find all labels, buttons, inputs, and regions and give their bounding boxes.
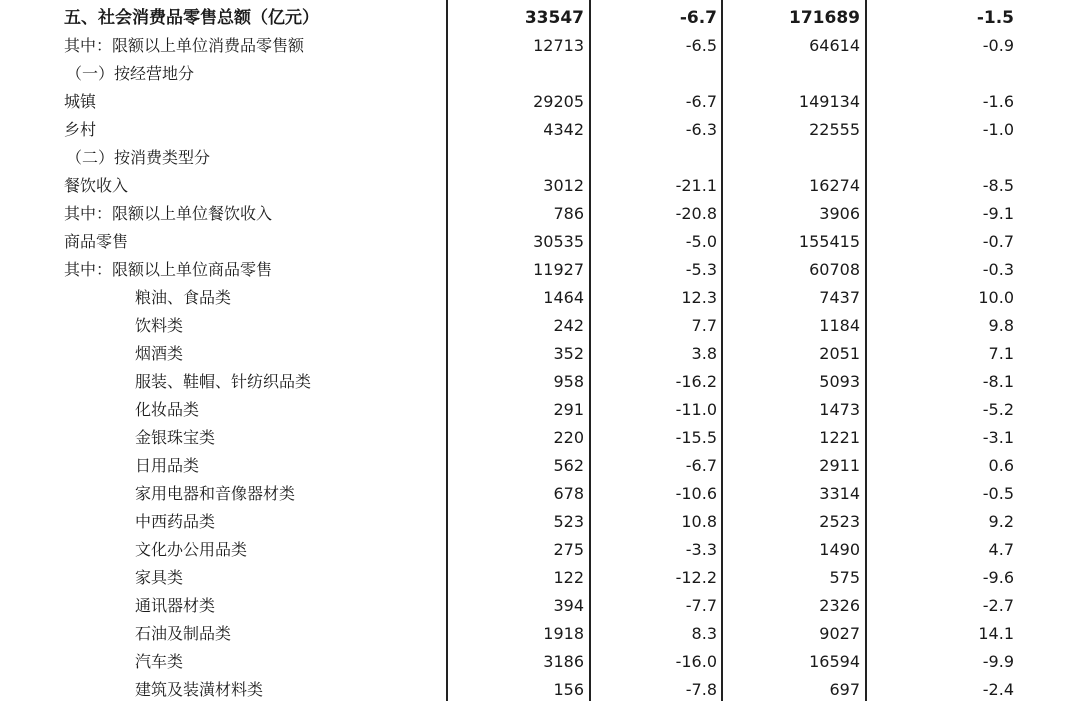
current-month-value: 4342	[543, 120, 584, 139]
table-row	[0, 592, 1080, 620]
current-month-value: 394	[553, 596, 584, 615]
year-to-date-growth: -9.6	[982, 568, 1014, 587]
year-to-date-growth: 9.2	[988, 512, 1014, 531]
row-label: 其中：限额以上单位餐饮收入	[64, 204, 273, 223]
year-to-date-value: 149134	[798, 92, 860, 111]
current-month-value: 242	[553, 316, 584, 335]
table-row	[0, 312, 1080, 340]
table-row	[0, 676, 1080, 704]
year-to-date-value: 3906	[819, 204, 860, 223]
year-to-date-value: 575	[829, 568, 860, 587]
year-to-date-growth: -1.5	[976, 8, 1014, 28]
year-to-date-growth: -8.5	[982, 176, 1014, 195]
current-month-value: 12713	[533, 36, 584, 55]
current-month-growth: -5.0	[685, 232, 717, 251]
current-month-value: 523	[553, 512, 584, 531]
current-month-value: 156	[553, 680, 584, 699]
current-month-growth: -15.5	[675, 428, 717, 447]
year-to-date-value: 171689	[789, 8, 860, 28]
current-month-value: 352	[553, 344, 584, 363]
row-label: 中西药品类	[135, 512, 216, 531]
row-label: 烟酒类	[135, 344, 184, 363]
current-month-value: 29205	[533, 92, 584, 111]
row-label: 通讯器材类	[135, 596, 216, 615]
table-row	[0, 648, 1080, 676]
current-month-value: 291	[553, 400, 584, 419]
year-to-date-growth: -1.0	[982, 120, 1014, 139]
current-month-value: 220	[553, 428, 584, 447]
current-month-growth: -5.3	[685, 260, 717, 279]
year-to-date-value: 2523	[819, 512, 860, 531]
current-month-growth: -6.5	[685, 36, 717, 55]
year-to-date-growth: -1.6	[982, 92, 1014, 111]
year-to-date-growth: -2.7	[982, 596, 1014, 615]
current-month-value: 30535	[533, 232, 584, 251]
current-month-value: 275	[553, 540, 584, 559]
row-label: 饮料类	[135, 316, 184, 335]
current-month-growth: -16.2	[675, 372, 717, 391]
year-to-date-growth: 14.1	[978, 624, 1014, 643]
table-row	[0, 620, 1080, 648]
table-row	[0, 88, 1080, 116]
table-row	[0, 368, 1080, 396]
year-to-date-value: 3314	[819, 484, 860, 503]
year-to-date-value: 16594	[809, 652, 860, 671]
row-label: 文化办公用品类	[135, 540, 248, 559]
current-month-growth: 12.3	[681, 288, 717, 307]
table-row	[0, 200, 1080, 228]
current-month-growth: -6.7	[685, 456, 717, 475]
row-label: 家具类	[135, 568, 184, 587]
row-label: 石油及制品类	[135, 624, 232, 643]
table-row	[0, 340, 1080, 368]
current-month-value: 958	[553, 372, 584, 391]
table-row	[0, 536, 1080, 564]
table-row	[0, 564, 1080, 592]
current-month-growth: -7.8	[685, 680, 717, 699]
year-to-date-growth: 9.8	[988, 316, 1014, 335]
row-label: 化妆品类	[135, 400, 200, 419]
current-month-growth: -6.3	[685, 120, 717, 139]
row-label: 汽车类	[135, 652, 184, 671]
current-month-growth: 8.3	[691, 624, 717, 643]
year-to-date-growth: -0.7	[982, 232, 1014, 251]
current-month-growth: -20.8	[675, 204, 717, 223]
year-to-date-growth: -9.1	[982, 204, 1014, 223]
table-row	[0, 396, 1080, 424]
row-label: 城镇	[64, 92, 97, 111]
row-label: （一）按经营地分	[66, 64, 195, 83]
current-month-value: 3186	[543, 652, 584, 671]
row-label: 其中：限额以上单位消费品零售额	[64, 36, 305, 55]
current-month-value: 33547	[524, 8, 584, 28]
row-label: 服装、鞋帽、针纺织品类	[135, 372, 312, 391]
current-month-value: 11927	[533, 260, 584, 279]
current-month-growth: -12.2	[675, 568, 717, 587]
row-label: （二）按消费类型分	[66, 148, 211, 167]
year-to-date-growth: 0.6	[988, 456, 1014, 475]
year-to-date-value: 64614	[809, 36, 860, 55]
current-month-value: 1918	[543, 624, 584, 643]
year-to-date-growth: -3.1	[982, 428, 1014, 447]
year-to-date-value: 60708	[809, 260, 860, 279]
row-label: 五、社会消费品零售总额（亿元）	[64, 8, 319, 28]
current-month-growth: -16.0	[675, 652, 717, 671]
table-row	[0, 172, 1080, 200]
current-month-growth: -10.6	[675, 484, 717, 503]
year-to-date-value: 1473	[819, 400, 860, 419]
year-to-date-value: 9027	[819, 624, 860, 643]
year-to-date-value: 2051	[819, 344, 860, 363]
row-label: 商品零售	[64, 232, 129, 251]
current-month-value: 3012	[543, 176, 584, 195]
current-month-value: 122	[553, 568, 584, 587]
year-to-date-value: 22555	[809, 120, 860, 139]
year-to-date-value: 7437	[819, 288, 860, 307]
year-to-date-growth: -0.5	[982, 484, 1014, 503]
row-label: 粮油、食品类	[135, 288, 232, 307]
table-row	[0, 60, 1080, 88]
current-month-growth: -11.0	[675, 400, 717, 419]
row-label: 乡村	[64, 120, 97, 139]
table-row	[0, 228, 1080, 256]
year-to-date-value: 1184	[819, 316, 860, 335]
row-label: 建筑及装潢材料类	[135, 680, 264, 699]
row-label: 金银珠宝类	[135, 428, 216, 447]
row-label: 餐饮收入	[64, 176, 129, 195]
year-to-date-growth: 7.1	[988, 344, 1014, 363]
table-row	[0, 480, 1080, 508]
year-to-date-growth: 4.7	[988, 540, 1014, 559]
current-month-value: 678	[553, 484, 584, 503]
table-row	[0, 32, 1080, 60]
row-label: 日用品类	[135, 456, 200, 475]
row-label: 其中：限额以上单位商品零售	[64, 260, 273, 279]
year-to-date-value: 155415	[798, 232, 860, 251]
current-month-growth: 10.8	[681, 512, 717, 531]
statistics-table	[0, 4, 1080, 704]
current-month-growth: -3.3	[685, 540, 717, 559]
current-month-growth: -6.7	[685, 92, 717, 111]
table-row	[0, 424, 1080, 452]
table-row	[0, 452, 1080, 480]
year-to-date-value: 697	[829, 680, 860, 699]
current-month-growth: -21.1	[675, 176, 717, 195]
row-label: 家用电器和音像器材类	[135, 484, 296, 503]
table-row	[0, 508, 1080, 536]
table-row	[0, 4, 1080, 32]
year-to-date-growth: -5.2	[982, 400, 1014, 419]
current-month-growth: -7.7	[685, 596, 717, 615]
year-to-date-value: 2911	[819, 456, 860, 475]
table-row	[0, 284, 1080, 312]
table-row	[0, 144, 1080, 172]
table-row	[0, 256, 1080, 284]
year-to-date-growth: -9.9	[982, 652, 1014, 671]
year-to-date-growth: -0.3	[982, 260, 1014, 279]
year-to-date-value: 1221	[819, 428, 860, 447]
year-to-date-value: 1490	[819, 540, 860, 559]
current-month-value: 786	[553, 204, 584, 223]
year-to-date-growth: -8.1	[982, 372, 1014, 391]
current-month-growth: -6.7	[679, 8, 717, 28]
year-to-date-growth: 10.0	[978, 288, 1014, 307]
year-to-date-value: 2326	[819, 596, 860, 615]
year-to-date-value: 16274	[809, 176, 860, 195]
current-month-value: 1464	[543, 288, 584, 307]
year-to-date-growth: -0.9	[982, 36, 1014, 55]
current-month-growth: 3.8	[691, 344, 717, 363]
current-month-growth: 7.7	[691, 316, 717, 335]
current-month-value: 562	[553, 456, 584, 475]
table-row	[0, 116, 1080, 144]
year-to-date-value: 5093	[819, 372, 860, 391]
year-to-date-growth: -2.4	[982, 680, 1014, 699]
